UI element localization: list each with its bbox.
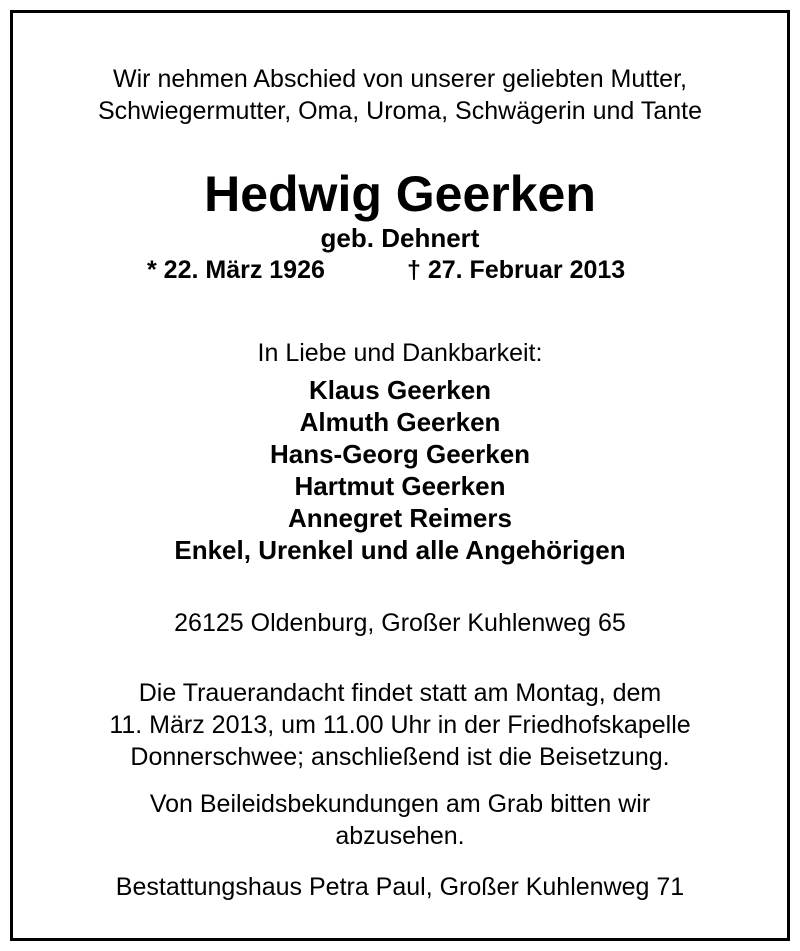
condolence-line-1: Von Beileidsbekundungen am Grab bitten wir: [149, 790, 651, 818]
service-line-1: Die Trauerandacht findet statt am Montag, dem: [138, 679, 662, 707]
mourner-name: Klaus Geerken: [308, 375, 492, 405]
deceased-name: Hedwig Geerken: [204, 166, 596, 222]
intro-line-1: Wir nehmen Abschied von unserer geliebten Mutter,: [113, 65, 687, 93]
funeral-home: Bestattungshaus Petra Paul, Großer Kuhlenweg 71: [115, 873, 685, 901]
mourner-name: Enkel, Urenkel und alle Angehörigen: [174, 535, 626, 565]
mourners-heading: In Liebe und Dankbarkeit:: [257, 339, 543, 367]
mourner-name: Hartmut Geerken: [294, 471, 506, 501]
mourner-name: Annegret Reimers: [288, 503, 512, 533]
condolence-line-2: abzusehen.: [335, 822, 465, 850]
service-line-3: Donnerschwee; anschließend ist die Beisetzung.: [130, 743, 670, 771]
mourner-name: Almuth Geerken: [299, 407, 501, 437]
intro-line-2: Schwiegermutter, Oma, Uroma, Schwägerin und Tante: [98, 97, 702, 125]
maiden-name: geb. Dehnert: [320, 223, 480, 253]
birth-date: * 22. März 1926: [147, 256, 325, 284]
obituary-notice: [10, 10, 790, 941]
service-line-2: 11. März 2013, um 11.00 Uhr in der Friedhofskapelle: [109, 711, 691, 739]
death-date: † 27. Februar 2013: [407, 256, 626, 284]
mourner-name: Hans-Georg Geerken: [269, 439, 531, 469]
family-address: 26125 Oldenburg, Großer Kuhlenweg 65: [174, 609, 626, 637]
